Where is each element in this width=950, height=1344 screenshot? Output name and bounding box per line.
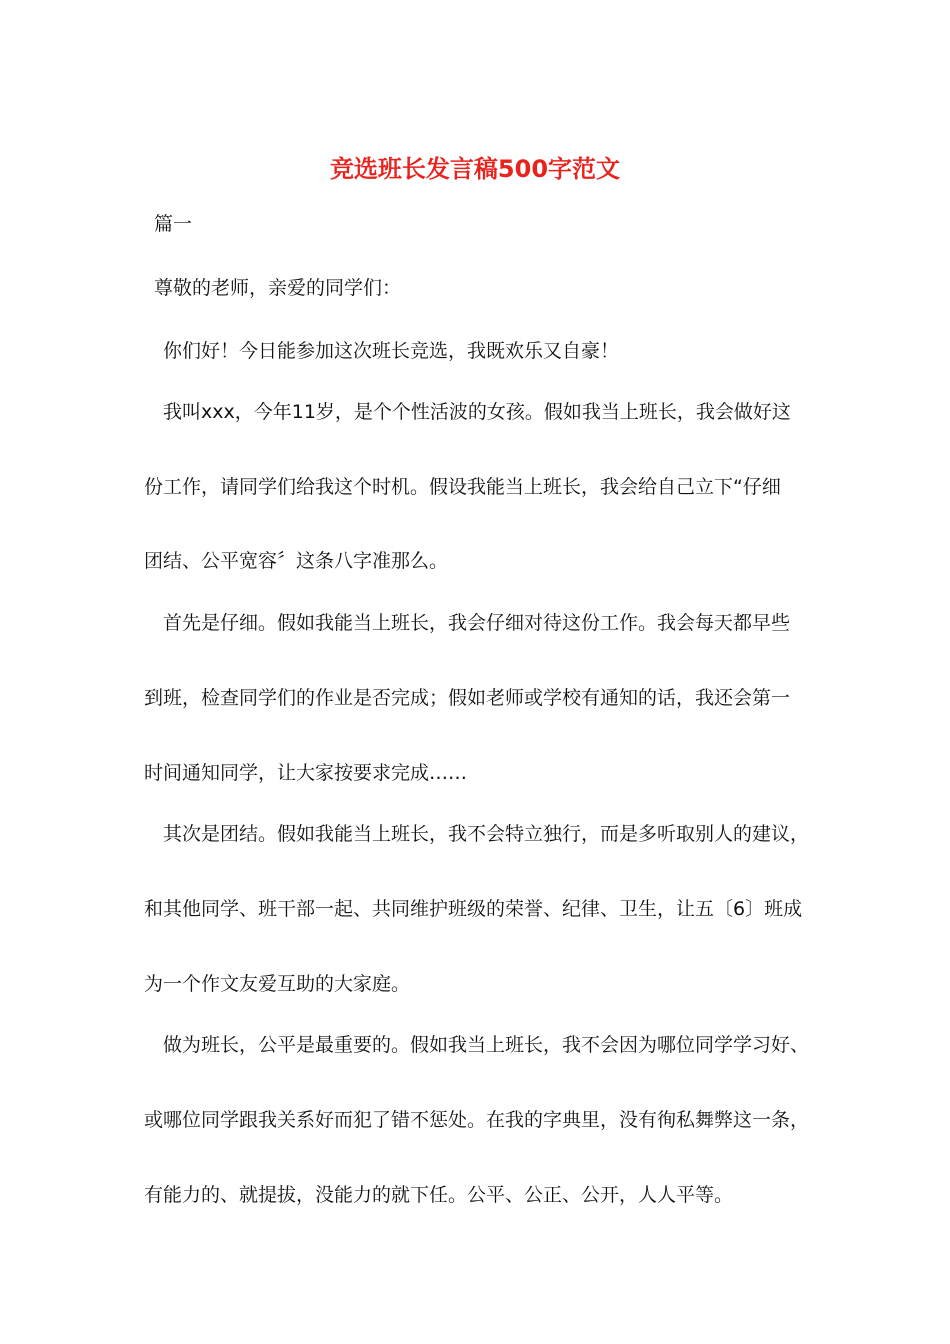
paragraph-line: 到班，检查同学们的作业是否完成；假如老师或学校有通知的话，我还会第一 [144,687,791,709]
paragraph-line: 你们好！今日能参加这次班长竞选，我既欢乐又自豪！ [163,340,620,362]
paragraph-line: 有能力的、就提拔，没能力的就下任。公平、公正、公开，人人平等。 [144,1184,734,1206]
paragraph-line: 做为班长，公平是最重要的。假如我当上班长，我不会因为哪位同学学习好、 [163,1034,810,1056]
paragraph-line: 首先是仔细。假如我能当上班长，我会仔细对待这份工作。我会每天都早些 [163,612,791,634]
paragraph-line: 我叫xxx，今年11岁，是个个性活波的女孩。假如我当上班长，我会做好这 [163,401,791,423]
paragraph-line: 或哪位同学跟我关系好而犯了错不惩处。在我的字典里，没有徇私舞弊这一条， [144,1109,810,1131]
paragraph-line: 团结、公平宽容〞这条八字准那么。 [144,550,449,572]
document-title: 竞选班长发言稿500字范文 [329,155,621,183]
paragraph-line: 为一个作文友爱互助的大家庭。 [144,973,411,995]
paragraph-line: 时间通知同学，让大家按要求完成…… [144,762,468,784]
section-label: 篇一 [154,213,193,235]
salutation: 尊敬的老师，亲爱的同学们： [154,277,402,299]
paragraph-line: 其次是团结。假如我能当上班长，我不会特立独行，而是多听取别人的建议， [163,823,810,845]
paragraph-line: 份工作，请同学们给我这个时机。假设我能当上班长，我会给自己立下“仔细 [144,476,781,498]
paragraph-line: 和其他同学、班干部一起、共同维护班级的荣誉、纪律、卫生，让五〔6〕班成 [144,898,803,920]
